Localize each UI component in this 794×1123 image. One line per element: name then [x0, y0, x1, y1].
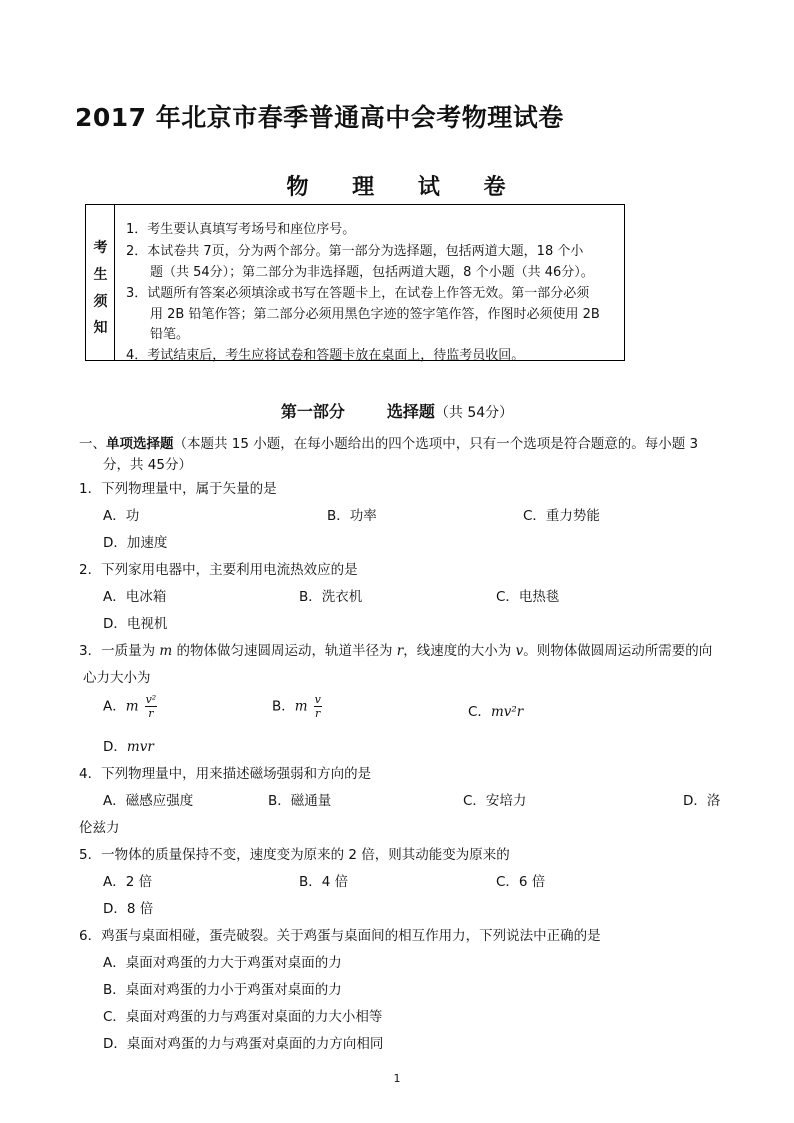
notice-line: 用 2B 铅笔作答；第二部分必须用黑色字迹的签字笔作答，作图时必须使用 2B	[150, 307, 600, 322]
stem-text: ，线速度的大小为	[403, 643, 516, 659]
question-stem: 6．鸡蛋与桌面相碰，蛋壳破裂。关于鸡蛋与桌面间的相互作用力，下列说法中正确的是	[79, 928, 601, 944]
section-part: 第一部分	[280, 402, 345, 421]
option-b: B．磁通量	[268, 793, 332, 809]
option-c: C．6 倍	[496, 874, 546, 890]
var-v: v	[515, 643, 524, 659]
group-instructions	[79, 432, 698, 452]
fraction-denominator: r	[315, 707, 321, 720]
option-d: D．洛	[683, 793, 721, 809]
notice-label-char: 须	[93, 294, 108, 310]
option-c: C．电热毯	[496, 589, 560, 605]
option-label: B．	[272, 698, 295, 715]
document-title: 2017 年北京市春季普通高中会考物理试卷	[75, 103, 564, 132]
option-label: C．	[468, 704, 491, 720]
option-a: A．功	[103, 508, 140, 524]
option-b	[272, 694, 322, 719]
group-prefix: 一、	[79, 436, 106, 452]
option-c: C．重力势能	[523, 508, 600, 524]
option-b: B．功率	[327, 508, 377, 524]
question-stem: 5．一物体的质量保持不变，速度变为原来的 2 倍，则其动能变为原来的	[79, 847, 510, 863]
option-expression: mv²r	[490, 704, 524, 720]
stem-text: 的物体做匀速圆周运动，轨道半径为	[172, 643, 397, 659]
group-desc-line2: 分，共 45分）	[103, 457, 192, 473]
section-points: （共 54分）	[434, 405, 514, 421]
fraction	[314, 694, 322, 719]
notice-label-char: 生	[93, 267, 108, 283]
notice-line: 3．试题所有答案必须填涂或书写在答题卡上，在试卷上作答无效。第一部分必须	[126, 286, 590, 301]
option-c: C．桌面对鸡蛋的力与鸡蛋对桌面的力大小相等	[103, 1009, 383, 1025]
option-a: A．磁感应强度	[103, 793, 194, 809]
notice-line: 1．考生要认真填写考场号和座位序号。	[126, 222, 356, 237]
option-a: A．桌面对鸡蛋的力大于鸡蛋对桌面的力	[103, 955, 342, 971]
fraction-numerator: v²	[145, 693, 157, 706]
option-c	[468, 700, 523, 720]
option-c: C．安培力	[463, 793, 527, 809]
notice-line: 2．本试卷共 7页，分为两个部分。第一部分为选择题，包括两道大题，18 个小	[126, 244, 584, 259]
option-d: D．8 倍	[103, 901, 154, 917]
option-d: D．桌面对鸡蛋的力与鸡蛋对桌面的力方向相同	[103, 1036, 384, 1052]
question-stem: 2．下列家用电器中，主要利用电流热效应的是	[79, 562, 358, 578]
option-label: A．	[103, 698, 126, 715]
var-r: r	[396, 643, 404, 659]
notice-line: 题（共 54分）；第二部分为非选择题，包括两道大题，8 个小题（共 46分）。	[150, 265, 594, 280]
var-m: m	[159, 643, 173, 659]
option-d: D．加速度	[103, 535, 168, 551]
question-stem: 1．下列物理量中，属于矢量的是	[79, 481, 277, 497]
notice-label-char: 考	[93, 240, 108, 256]
var-m: m	[294, 698, 308, 715]
option-a: A．2 倍	[103, 874, 153, 890]
option-d-continued: 伦兹力	[79, 820, 120, 836]
option-label: D．	[103, 739, 127, 755]
option-b: B．4 倍	[299, 874, 349, 890]
fraction-denominator: r	[148, 707, 154, 720]
page-number: 1	[393, 1072, 401, 1085]
group-desc: （本题共 15 小题，在每小题给出的四个选项中，只有一个选项是符合题意的。每小题 3	[173, 436, 699, 452]
question-stem	[79, 639, 712, 659]
fraction-numerator: v	[314, 693, 321, 706]
option-d: D．电视机	[103, 616, 168, 632]
group-name: 单项选择题	[106, 436, 174, 452]
option-a	[103, 694, 157, 719]
option-b: B．桌面对鸡蛋的力小于鸡蛋对桌面的力	[103, 982, 342, 998]
notice-line: 4．考试结束后，考生应将试卷和答题卡放在桌面上，待监考员收回。	[126, 348, 525, 363]
stem-text: 。则物体做圆周运动所需要的向	[523, 643, 713, 659]
var-m: m	[125, 698, 139, 715]
option-expression: mvr	[126, 739, 154, 755]
notice-line: 铅笔。	[150, 327, 190, 342]
option-a: A．电冰箱	[103, 589, 167, 605]
exam-notice-box	[85, 204, 625, 361]
option-d	[103, 735, 154, 755]
notice-label-char: 知	[93, 320, 108, 336]
section-title	[0, 399, 794, 422]
fraction	[145, 694, 158, 719]
question-stem: 4．下列物理量中，用来描述磁场强弱和方向的是	[79, 766, 372, 782]
paper-subtitle: 物 理 试 卷	[286, 175, 524, 200]
section-name: 选择题	[386, 402, 435, 421]
question-stem-line2: 心力大小为	[83, 670, 151, 686]
option-b: B．洗衣机	[299, 589, 363, 605]
notice-label-column	[86, 205, 115, 360]
stem-text: 3．一质量为	[79, 643, 160, 659]
